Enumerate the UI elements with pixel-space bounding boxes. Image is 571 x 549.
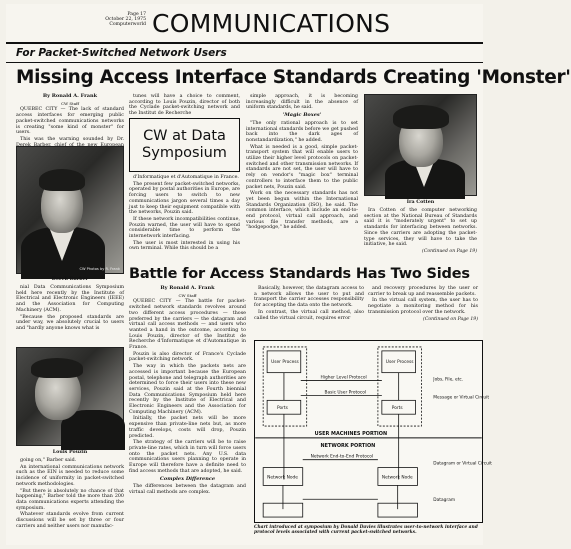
main-col-2-bottom <box>129 175 240 263</box>
section-title: For Packet-Switched Network Users <box>16 47 227 59</box>
label-datagram: Datagram <box>433 498 456 504</box>
section-rule <box>6 62 483 63</box>
label-user-process-right: User Process <box>385 359 414 365</box>
label-network-node-right: Network Node <box>381 475 413 481</box>
paragraph: Pouzin is also director of France's Cyclade packet-switching network. <box>129 351 246 363</box>
paragraph: going on," Barber said. <box>20 458 77 463</box>
label-network-portion: NETWORK PORTION <box>320 442 376 449</box>
paragraph: What is needed is a good, simple packet-transport system that will enable users to utilize their higher level protocols on packet-switched and other transmission networks. If standards are not set, the user will have to rely on vendor's "magic box" terminal controllers to interface them to the public packet nets, Pouzin said. <box>246 144 358 190</box>
label-jobs-files: Jobs, File, etc. <box>433 377 464 383</box>
second-byline: By Ronald A. Frank <box>160 285 215 291</box>
main-headline: Missing Access Interface Standards Creating 'Monster' <box>16 67 571 88</box>
paragraph: In contrast, the virtual call method, also called the virtual circuit, requires error <box>254 309 364 321</box>
label-user-process-left: User Process <box>271 359 299 365</box>
paragraph: In the virtual call system, the user has to negotiate a monitoring method for his transmission protocol over the network. <box>368 298 478 315</box>
caption-pouzin: Louis Pouzin <box>52 449 88 455</box>
label-network-node-left: Network Node <box>267 475 298 481</box>
paragraph: nial Data Communications Symposium held here recently by the Institute of Electrical and Electronic Engineers (IEEE) and the Association for Computing Machinery (ACM). <box>16 285 124 313</box>
subhead-magic-boxes: 'Magic Boxes' <box>282 112 322 119</box>
paragraph: QUEBEC CITY — The battle for packet-switched network standards revolves around two different access procedures — those preferred by the carriers — the datagram and virtual call access methods — and users who wanted a hand in the outcome, according to Louis Pouzin, director of the Institut de Recherche d'Informatique et d'Automatique in France. <box>129 299 246 351</box>
paragraph: If these network incompatibilities continue, Pouzin warned, the user will have to spend considerable time to perform the internetwork interfacing. <box>129 216 240 240</box>
paragraph: QUEBEC CITY — The lack of standard access interfaces for emerging public packet-switched communications networks is creating "some kind of monster" for users. <box>16 107 124 136</box>
left-lower-col-bottom <box>16 458 124 542</box>
paragraph: tunes will have a choice to comment, according to Louis Pouzin, director of both the Cyclade packet-switching network and the Institut de Recherche <box>129 94 240 117</box>
second-headline: Battle for Access Standards Has Two Sides <box>129 266 470 282</box>
paragraph: d'Informatique et d'Automatique in France. <box>133 175 239 180</box>
second-col-1 <box>129 286 246 542</box>
paragraph: Ira Cotten of the computer networking section at the National Bureau of Standards said it is "moderately urgent" to set up standards for interfacing between networks. Since the carriers are adopting the packet-type services, they will have to take the initiative, he said. <box>364 208 477 248</box>
issue-date: October 22, 1975 <box>105 17 146 23</box>
main-byline: By Ronald A. Frank <box>42 93 98 99</box>
second-col-3 <box>368 286 478 336</box>
protocol-diagram-svg <box>255 341 492 522</box>
label-basic-user: Basic User Protocol <box>324 390 367 396</box>
label-higher-level: Higher Level Protocol <box>320 375 367 381</box>
paragraph: "The only rational approach is to set international standards before we get pushed back into the dark ages of nonstandardization," he added. <box>246 120 358 143</box>
main-byline-sub: CW Staff <box>60 100 80 106</box>
paragraph: "Because the proposed standards are under way, we absolutely crucial to users and "hardly anyone knows what is <box>16 314 124 331</box>
page-title: COMMUNICATIONS <box>152 9 391 38</box>
subhead-complex-difference: Complex Difference <box>159 475 216 482</box>
publication-name: Computerworld <box>109 22 146 28</box>
label-ports-left: Ports <box>277 406 288 412</box>
main-col-3 <box>246 94 358 264</box>
photo-ira-cotten <box>364 94 477 196</box>
sidebar-line-1: CW at Data <box>143 128 226 144</box>
main-col-4 <box>364 208 477 258</box>
main-col-1 <box>16 93 124 142</box>
paragraph: Initially, the packet nets will be more expensive than private-line nets but, as more traffic develops, costs will drop, Pouzin predicted. <box>129 416 246 439</box>
label-user-machines: USER MACHINES PORTION <box>314 430 388 437</box>
diagram-caption: Chart introduced at symposium by Donald Davies illustrates user-to-network interface and protocol levels associated with current packet-switched networks. <box>254 525 478 535</box>
label-datagram-vc: Datagram or Virtual Circuit <box>433 461 492 467</box>
photo-louis-pouzin <box>16 347 124 446</box>
caption-barber: Derek Barber <box>51 276 89 282</box>
paragraph: Basically, however, the datagram access to a network allows the user to put and transport the carrier accesses responsibility for accepting the data onto the network. <box>254 286 364 309</box>
paragraph: Whatever standards evolve from current discussions will be set by three or four carriers and neither users nor manufac- <box>16 512 124 529</box>
page-meta <box>102 12 146 28</box>
page-number: Page 17 <box>127 12 146 17</box>
paragraph: The way in which the packets nets are accessed is important because the European postal, telephone and telegraph authorities are determined to force their users into these new services, Pouzin said at the Fourth biennial Data Communications Symposium held here recently by the Institute of Electrical and Electronic Engineers and the Association for Computing Machinery (ACM). <box>129 364 246 415</box>
paragraph: This was the warning sounded by Dr. <box>20 136 124 142</box>
label-message-vc: Message or Virtual Circuit <box>433 395 490 401</box>
paragraph: "But there is absolutely no chance of that happening," Barber told the more than 200 data communications experts attending the symposium. <box>16 488 124 511</box>
caption-cotten: Ira Cotten <box>406 199 435 205</box>
paragraph: The user is most interested in using his own terminal. While this should be a <box>129 240 240 252</box>
photo-credit: CW Photos by R. Frank <box>79 267 120 271</box>
label-end-to-end: Network End-to-End Protocol <box>310 454 374 460</box>
paragraph: and recovery procedures by the user or carrier to break up and reassemble packets. <box>368 286 478 297</box>
masthead <box>6 4 483 59</box>
paragraph: The differences between the datagram and virtual call methods are complex. <box>129 484 246 495</box>
photo-derek-barber <box>16 146 124 274</box>
sidebar-line-2: Symposium <box>142 145 227 161</box>
second-byline-sub: CW Staff <box>178 292 197 298</box>
main-col-2-top <box>129 94 240 116</box>
newspaper-page <box>6 4 571 545</box>
label-ports-right: Ports <box>391 406 403 412</box>
masthead-rule <box>6 42 483 44</box>
paragraph: simple approach, it is becoming increasingly difficult in the absence of uniform standards, he said. <box>246 94 358 111</box>
second-col-2 <box>254 286 364 336</box>
paragraph: An international communications network such as the EIN is needed to reduce some incidence of uniformity in packet-switched network methodologies. <box>16 464 124 487</box>
paragraph: Work on the necessary standards has not yet been begun within the International Standards Organization (ISO), he said. The common interface, which include an end-to-end protocol, virtual call approach, and various file transfer methods, are a "hodgepodge," he added. <box>246 191 358 231</box>
continued-note: (Continued on Page 19) <box>422 248 477 254</box>
paragraph: The strategy of the carriers will be to raise private-line rates, which in turn will force users onto the packet nets. Any U.S. data communications users planning to operate in Europe will therefore have a definite need to find access methods that are adopted, he said. <box>129 440 246 474</box>
protocol-diagram <box>254 340 492 523</box>
paragraph: The present few packet-switched networks, operated by postal authorities in Europe, are forcing users to switch to new communications jargon several times a day just to keep their equipment compatible with the networks, Pouzin said. <box>129 181 240 216</box>
left-lower-col-top <box>16 285 124 345</box>
sidebar-symposium-box <box>129 118 240 172</box>
continued-note-2: (Continued on Page 19) <box>423 316 478 322</box>
